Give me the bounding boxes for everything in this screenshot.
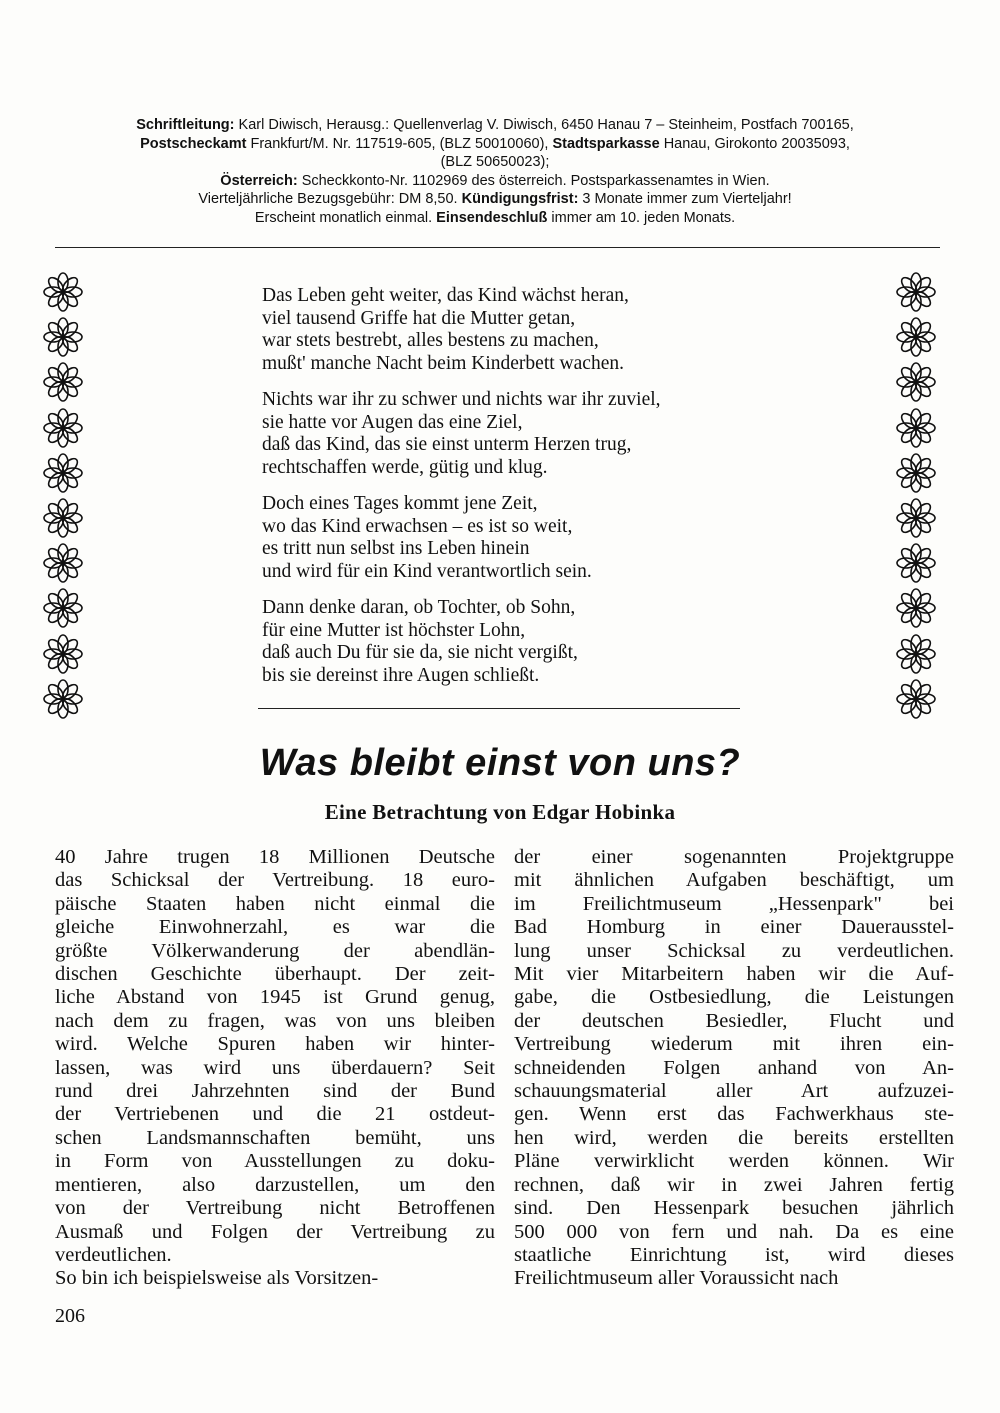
poem-stanza bbox=[262, 389, 822, 479]
flower-ornament-icon bbox=[893, 317, 939, 357]
flower-ornament-icon bbox=[40, 588, 86, 628]
article-text-line: 500 000 von fern und nah. Da es eine bbox=[514, 1220, 954, 1243]
masthead-label: Stadtsparkasse bbox=[552, 135, 660, 152]
flower-ornament-icon bbox=[40, 272, 86, 312]
flower-ornament-icon bbox=[40, 362, 86, 402]
article-column-right bbox=[514, 846, 954, 1291]
masthead-text: Vierteljährliche Bezugsgebühr: DM 8,50. bbox=[198, 191, 462, 207]
masthead-text: Erscheint monatlich einmal. bbox=[254, 209, 437, 226]
article-text-line: verdeutlichen. bbox=[55, 1243, 172, 1266]
poem-line: für eine Mutter ist höchster Lohn, bbox=[262, 619, 526, 641]
article-text-line: dischen Geschichte überhaupt. Der zeit- bbox=[55, 963, 495, 986]
masthead-text: Hanau, Girokonto 20035093, bbox=[659, 135, 850, 152]
poem bbox=[262, 285, 822, 701]
poem-stanza bbox=[262, 285, 822, 375]
article-text-line: Pläne verwirklicht werden können. Wir bbox=[514, 1150, 954, 1173]
article-subtitle: Eine Betrachtung von Edgar Hobinka bbox=[324, 800, 676, 824]
ornament-border-right bbox=[893, 272, 953, 724]
masthead-line bbox=[55, 135, 935, 154]
article-text-line: mentieren, also darzustellen, um den bbox=[55, 1173, 495, 1196]
article-text-line: in Form von Ausstellungen zu doku- bbox=[55, 1150, 495, 1173]
poem-line: war stets bestrebt, alles bestens zu machen, bbox=[262, 330, 599, 351]
masthead-label: Einsendeschluß bbox=[436, 209, 548, 226]
poem-stanza bbox=[262, 493, 822, 583]
flower-ornament-icon bbox=[40, 634, 86, 674]
poem-line: Dann denke daran, ob Tochter, ob Sohn, bbox=[262, 597, 576, 618]
flower-ornament-icon bbox=[40, 498, 86, 538]
poem-line: daß das Kind, das sie einst unterm Herzen trug, bbox=[262, 434, 632, 455]
article-text-line: das Schicksal der Vertreibung. 18 euro- bbox=[55, 869, 495, 892]
article-text-line: So bin ich beispielsweise als Vorsitzen- bbox=[55, 1267, 379, 1290]
article-text-line: päische Staaten haben nicht einmal die bbox=[55, 892, 495, 915]
flower-ornament-icon bbox=[893, 272, 939, 312]
flower-ornament-icon bbox=[893, 498, 939, 538]
masthead-line bbox=[55, 209, 935, 228]
flower-ornament-icon bbox=[40, 317, 86, 357]
article-text-line: der deutschen Besiedler, Flucht und bbox=[514, 1009, 954, 1032]
article-text-line: Mit vier Mitarbeitern haben wir die Auf- bbox=[514, 963, 954, 986]
poem-line: sie hatte vor Augen das eine Ziel, bbox=[262, 411, 523, 433]
flower-ornament-icon bbox=[40, 679, 86, 719]
poem-line: Nichts war ihr zu schwer und nichts war ihr zuviel, bbox=[262, 389, 661, 410]
article-text-line: von der Vertreibung nicht Betroffenen bbox=[55, 1197, 495, 1220]
article-text-line: im Freilichtmuseum „Hessenpark" bei bbox=[514, 892, 954, 915]
masthead-label: Postscheckamt bbox=[140, 135, 247, 152]
masthead-text: Frankfurt/M. Nr. 117519-605, (BLZ 50010060), bbox=[246, 135, 553, 152]
article-text-line: wird. Welche Spuren haben wir hinter- bbox=[55, 1033, 495, 1056]
masthead-line bbox=[55, 153, 935, 172]
flower-ornament-icon bbox=[893, 543, 939, 583]
article-text-line: staatliche Einrichtung ist, wird dieses bbox=[514, 1243, 954, 1266]
poem-line: rechtschaffen werde, gütig und klug. bbox=[262, 456, 548, 478]
flower-ornament-icon bbox=[893, 408, 939, 448]
poem-stanza bbox=[262, 597, 822, 687]
poem-line: mußt' manche Nacht beim Kinderbett wachen. bbox=[262, 352, 624, 374]
masthead-label: Kündigungsfrist: bbox=[461, 191, 579, 207]
flower-ornament-icon bbox=[893, 588, 939, 628]
flower-ornament-icon bbox=[40, 453, 86, 493]
masthead-text: 3 Monate immer zum Vierteljahr! bbox=[578, 191, 792, 207]
article-text-line: sind. Den Hessenpark besuchen jährlich bbox=[514, 1197, 954, 1220]
masthead-text: Karl Diwisch, Herausg.: Quellenverlag V. Diwisch, 6450 Hanau 7 – Steinheim, Postfach 700165, bbox=[234, 117, 854, 133]
article-text-line: gen. Wenn erst das Fachwerkhaus ste- bbox=[514, 1103, 954, 1126]
masthead-line bbox=[55, 116, 935, 135]
article-title: Was bleibt einst von uns? bbox=[259, 742, 741, 784]
article-text-line: mit ähnlichen Aufgaben beschäftigt, um bbox=[514, 869, 954, 892]
masthead-text: (BLZ 50650023); bbox=[440, 154, 550, 170]
article-text-line: 40 Jahre trugen 18 Millionen Deutsche bbox=[55, 846, 495, 868]
article-text-line: größte Völkerwanderung der abendlän- bbox=[55, 939, 495, 962]
article-text-line: schauungsmaterial aller Art aufzuzei- bbox=[514, 1080, 954, 1103]
flower-ornament-icon bbox=[893, 453, 939, 493]
article-text-line: gleiche Einwohnerzahl, es war die bbox=[55, 916, 495, 939]
article-text-line: hen wird, werden die bereits erstellten bbox=[514, 1126, 954, 1149]
masthead-line bbox=[55, 172, 935, 191]
masthead-line bbox=[55, 190, 935, 209]
article-text-line: rechnen, daß wir in zwei Jahren fertig bbox=[514, 1173, 954, 1196]
article-text-line: liche Abstand von 1945 ist Grund genug, bbox=[55, 986, 495, 1009]
article-text-line: lung unser Schicksal zu verdeutlichen. bbox=[514, 939, 954, 962]
article-text-line: rund drei Jahrzehnten sind der Bund bbox=[55, 1080, 495, 1103]
article-text-line: nach dem zu fragen, was von uns bleiben bbox=[55, 1009, 495, 1032]
flower-ornament-icon bbox=[40, 408, 86, 448]
page-number: 206 bbox=[55, 1305, 85, 1327]
article-text-line: schneidenden Folgen anhand von An- bbox=[514, 1056, 954, 1079]
article-text-line: Vertreibung wiederum mit ihren ein- bbox=[514, 1033, 954, 1056]
article-text-line: lassen, was wird uns überdauern? Seit bbox=[55, 1056, 495, 1079]
article-text-line: Bad Homburg in einer Dauerausstel- bbox=[514, 916, 954, 939]
poem-line: und wird für ein Kind verantwortlich sein. bbox=[262, 560, 592, 582]
article-text-line: gabe, die Ostbesiedlung, die Leistungen bbox=[514, 986, 954, 1009]
poem-line: Doch eines Tages kommt jene Zeit, bbox=[262, 493, 538, 514]
masthead-label: Österreich: bbox=[220, 172, 298, 189]
poem-line: wo das Kind erwachsen – es ist so weit, bbox=[262, 515, 573, 537]
masthead bbox=[55, 116, 935, 227]
article-text-line: Freilichtmuseum aller Voraussicht nach bbox=[514, 1267, 839, 1290]
masthead-divider bbox=[55, 247, 940, 248]
flower-ornament-icon bbox=[893, 679, 939, 719]
article-text-line: der einer sogenannten Projektgruppe bbox=[514, 846, 954, 868]
masthead-text: Scheckkonto-Nr. 1102969 des österreich. Postsparkassenamtes in Wien. bbox=[297, 172, 770, 189]
poem-divider bbox=[258, 708, 740, 709]
article-text-line: der Vertriebenen und die 21 ostdeut- bbox=[55, 1103, 495, 1126]
poem-line: viel tausend Griffe hat die Mutter getan, bbox=[262, 307, 576, 329]
poem-line: es tritt nun selbst ins Leben hinein bbox=[262, 538, 530, 559]
poem-line: daß auch Du für sie da, sie nicht vergißt, bbox=[262, 642, 578, 663]
ornament-border-left bbox=[40, 272, 100, 724]
article-column-left bbox=[55, 846, 495, 1291]
flower-ornament-icon bbox=[893, 634, 939, 674]
flower-ornament-icon bbox=[893, 362, 939, 402]
article-text-line: Ausmaß und Folgen der Vertreibung zu bbox=[55, 1220, 495, 1243]
poem-line: Das Leben geht weiter, das Kind wächst heran, bbox=[262, 285, 629, 306]
poem-line: bis sie dereinst ihre Augen schließt. bbox=[262, 664, 540, 686]
flower-ornament-icon bbox=[40, 543, 86, 583]
masthead-text: immer am 10. jeden Monats. bbox=[547, 209, 736, 226]
article-text-line: schen Landsmannschaften bemüht, uns bbox=[55, 1126, 495, 1149]
masthead-label: Schriftleitung: bbox=[136, 117, 235, 133]
